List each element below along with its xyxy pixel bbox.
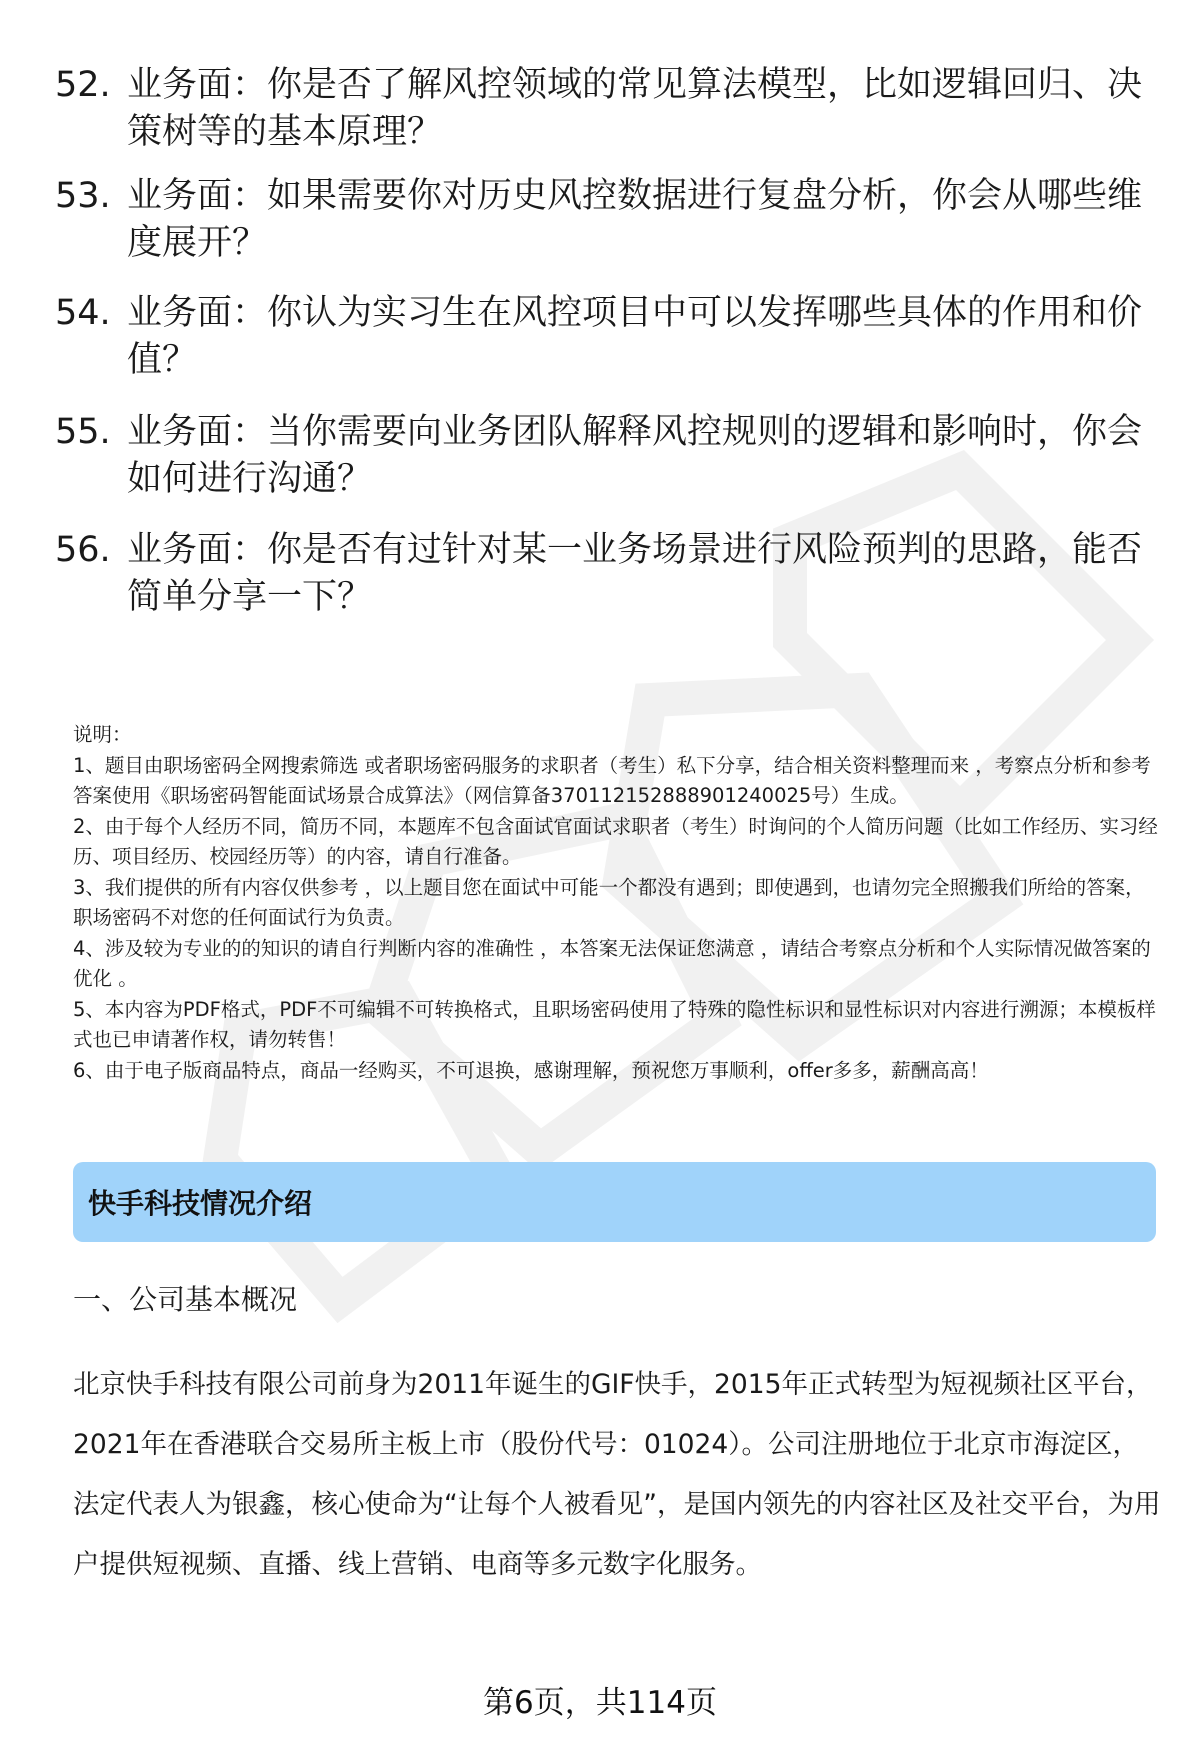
question-item xyxy=(55,290,1155,384)
company-overview-paragraph: 北京快手科技有限公司前身为2011年诞生的GIF快手，2015年正式转型为短视频社区平台，2021年在香港联合交易所主板上市（股份代号：01024）。公司注册地位于北京市海淀区，法定代表人为银鑫，核心使命为“让每个人被看见”，是国内领先的内容社区及社交平台，为用户提供短视频、直播、线上营销、电商等多元数字化服务。 xyxy=(73,1369,1161,1580)
question-text: 你是否有过针对某一业务场景进行风险预判的思路，能否简单分享一下？ xyxy=(127,530,1143,617)
question-text: 当你需要向业务团队解释风控规则的逻辑和影响时，你会如何进行沟通？ xyxy=(127,412,1143,499)
question-item xyxy=(55,62,1155,156)
question-category: 业务面： xyxy=(127,176,268,216)
question-text: 你是否了解风控领域的常见算法模型，比如逻辑回归、决策树等的基本原理？ xyxy=(127,65,1143,152)
disclaimer-notes xyxy=(73,720,1163,1086)
question-category: 业务面： xyxy=(127,65,268,105)
notes-item: 1、题目由职场密码全网搜索筛选 或者职场密码服务的求职者（考生）私下分享，结合相关资料整理而来 ，考察点分析和参考答案使用《职场密码智能面试场景合成算法》（网信算备370112152888901240025号）生成。 xyxy=(73,753,1151,807)
question-category: 业务面： xyxy=(127,530,268,570)
section-title: 快手科技情况介绍 xyxy=(88,1187,313,1220)
notes-title: 说明： xyxy=(73,723,132,746)
question-item xyxy=(55,527,1155,621)
notes-item: 5、本内容为PDF格式，PDF不可编辑不可转换格式，且职场密码使用了特殊的隐性标识和显性标识对内容进行溯源；本模板样式也已申请著作权，请勿转售！ xyxy=(73,997,1156,1051)
question-item xyxy=(55,409,1155,503)
question-number: 55. xyxy=(55,412,111,452)
question-number: 54. xyxy=(55,293,111,333)
notes-item: 6、由于电子版商品特点，商品一经购买，不可退换，感谢理解，预祝您万事顺利，offer多多，薪酬高高！ xyxy=(73,1058,989,1082)
question-text: 你认为实习生在风控项目中可以发挥哪些具体的作用和价值？ xyxy=(127,293,1143,380)
question-category: 业务面： xyxy=(127,412,268,452)
question-item xyxy=(55,173,1155,267)
page-indicator: 第6页，共114页 xyxy=(483,1685,717,1721)
section-subheading: 一、公司基本概况 xyxy=(73,1283,298,1316)
notes-item: 2、由于每个人经历不同，简历不同，本题库不包含面试官面试求职者（考生）时询问的个人简历问题（比如工作经历、实习经历、项目经历、校园经历等）的内容，请自行准备。 xyxy=(73,814,1158,868)
section-banner xyxy=(73,1162,1156,1242)
question-number: 56. xyxy=(55,530,111,570)
question-number: 53. xyxy=(55,176,111,216)
notes-item: 4、涉及较为专业的的知识的请自行判断内容的准确性 ，本答案无法保证您满意 ，请结合考察点分析和个人实际情况做答案的优化 。 xyxy=(73,936,1151,990)
question-text: 如果需要你对历史风控数据进行复盘分析，你会从哪些维度展开？ xyxy=(127,176,1143,263)
question-category: 业务面： xyxy=(127,293,268,333)
notes-item: 3、我们提供的所有内容仅供参考 ，以上题目您在面试中可能一个都没有遇到；即使遇到，也请勿完全照搬我们所给的答案，职场密码不对您的任何面试行为负责。 xyxy=(73,875,1145,929)
question-number: 52. xyxy=(55,65,111,105)
